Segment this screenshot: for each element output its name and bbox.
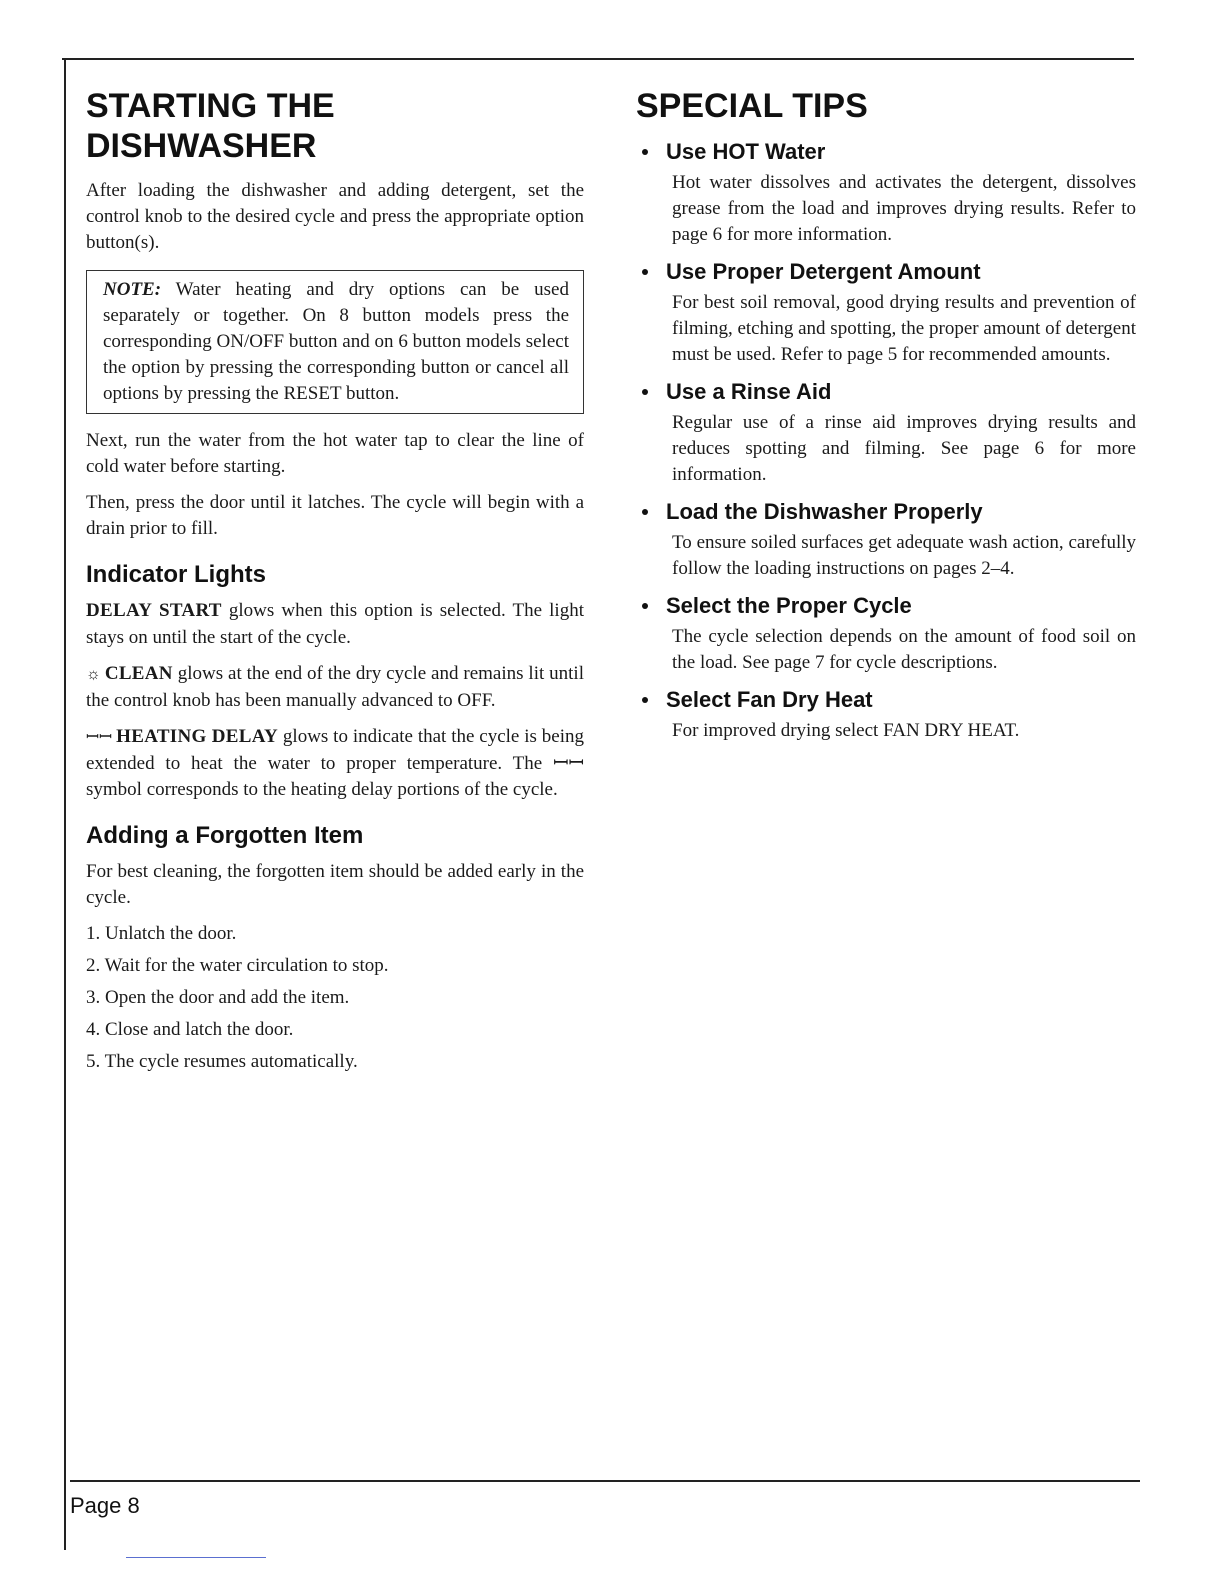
forgotten-steps xyxy=(86,921,584,1075)
left-column xyxy=(86,86,584,1081)
intro-paragraph: After loading the dishwasher and adding detergent, set the control knob to the desired cycle and press the appropriate option button(s). xyxy=(86,180,584,253)
forgotten-item-heading: Adding a Forgotten Item xyxy=(86,822,364,849)
step-item: 3. Open the door and add the item. xyxy=(86,987,350,1008)
bullet-icon xyxy=(642,603,648,609)
starting-title: STARTING THE DISHWASHER xyxy=(86,87,335,165)
note-label: NOTE: xyxy=(103,279,162,300)
indicator-clean: ☼ CLEAN glows at the end of the dry cycle and remains lit until the control knob has been manually advanced to OFF. xyxy=(86,663,584,711)
left-rule xyxy=(64,58,66,1550)
page-number: Page 8 xyxy=(70,1493,140,1518)
indicator-lights-heading: Indicator Lights xyxy=(86,561,266,588)
bullet-icon xyxy=(642,149,648,155)
step-item: 2. Wait for the water circulation to stop. xyxy=(86,955,389,976)
then-paragraph: Then, press the door until it latches. The cycle will begin with a drain prior to fill. xyxy=(86,492,584,539)
tip-item: Use HOT Water Hot water dissolves and activates the detergent, dissolves grease from the load and improves drying results. Refer to page 6 for more information. xyxy=(636,138,1136,248)
tip-item: Use Proper Detergent Amount For best soil removal, good drying results and prevention of filming, etching and spotting, the proper amount of detergent must be used. Refer to page 5 for recommended amounts. xyxy=(636,258,1136,368)
right-column xyxy=(636,86,1136,754)
tip-item: Load the Dishwasher Properly To ensure soiled surfaces get adequate wash action, carefully follow the loading instructions on pages 2–4. xyxy=(636,498,1136,582)
tip-item: Select the Proper Cycle The cycle selection depends on the amount of food soil on the load. See page 7 for cycle descriptions. xyxy=(636,592,1136,676)
indicator-delay-start: DELAY START glows when this option is selected. The light stays on until the start of the cycle. xyxy=(86,600,584,648)
note-box xyxy=(86,270,584,414)
next-paragraph: Next, run the water from the hot water tap to clear the line of cold water before starting. xyxy=(86,430,584,477)
bullet-icon xyxy=(642,509,648,515)
footer-link-underline xyxy=(126,1557,266,1558)
special-tips-title: SPECIAL TIPS xyxy=(636,87,868,125)
bottom-rule xyxy=(70,1480,1140,1482)
heating-icon: ꟷꟷ xyxy=(86,729,117,746)
tip-item: Use a Rinse Aid Regular use of a rinse aid improves drying results and reduces spotting and filming. See page 6 for more information. xyxy=(636,378,1136,488)
forgotten-intro: For best cleaning, the forgotten item should be added early in the cycle. xyxy=(86,861,584,908)
step-item: 5. The cycle resumes automatically. xyxy=(86,1051,358,1072)
bullet-icon xyxy=(642,389,648,395)
tip-item: Select Fan Dry Heat For improved drying select FAN DRY HEAT. xyxy=(636,686,1136,744)
note-text: Water heating and dry options can be used separately or together. On 8 button models press the corresponding ON/OFF button and on 6 button models select the option by pressing the corresponding button or cancel all options by pressing the RESET button. xyxy=(103,279,569,404)
clean-icon: ☼ xyxy=(86,666,105,683)
bullet-icon xyxy=(642,269,648,275)
indicator-heating-delay: ꟷꟷ HEATING DELAY glows to indicate that the cycle is being extended to heat the water to proper temperature. The ꟷꟷ symbol corresponds to the heating delay portions of the cycle. xyxy=(86,726,584,800)
top-rule xyxy=(62,58,1134,60)
bullet-icon xyxy=(642,697,648,703)
step-item: 4. Close and latch the door. xyxy=(86,1019,294,1040)
step-item: 1. Unlatch the door. xyxy=(86,923,237,944)
